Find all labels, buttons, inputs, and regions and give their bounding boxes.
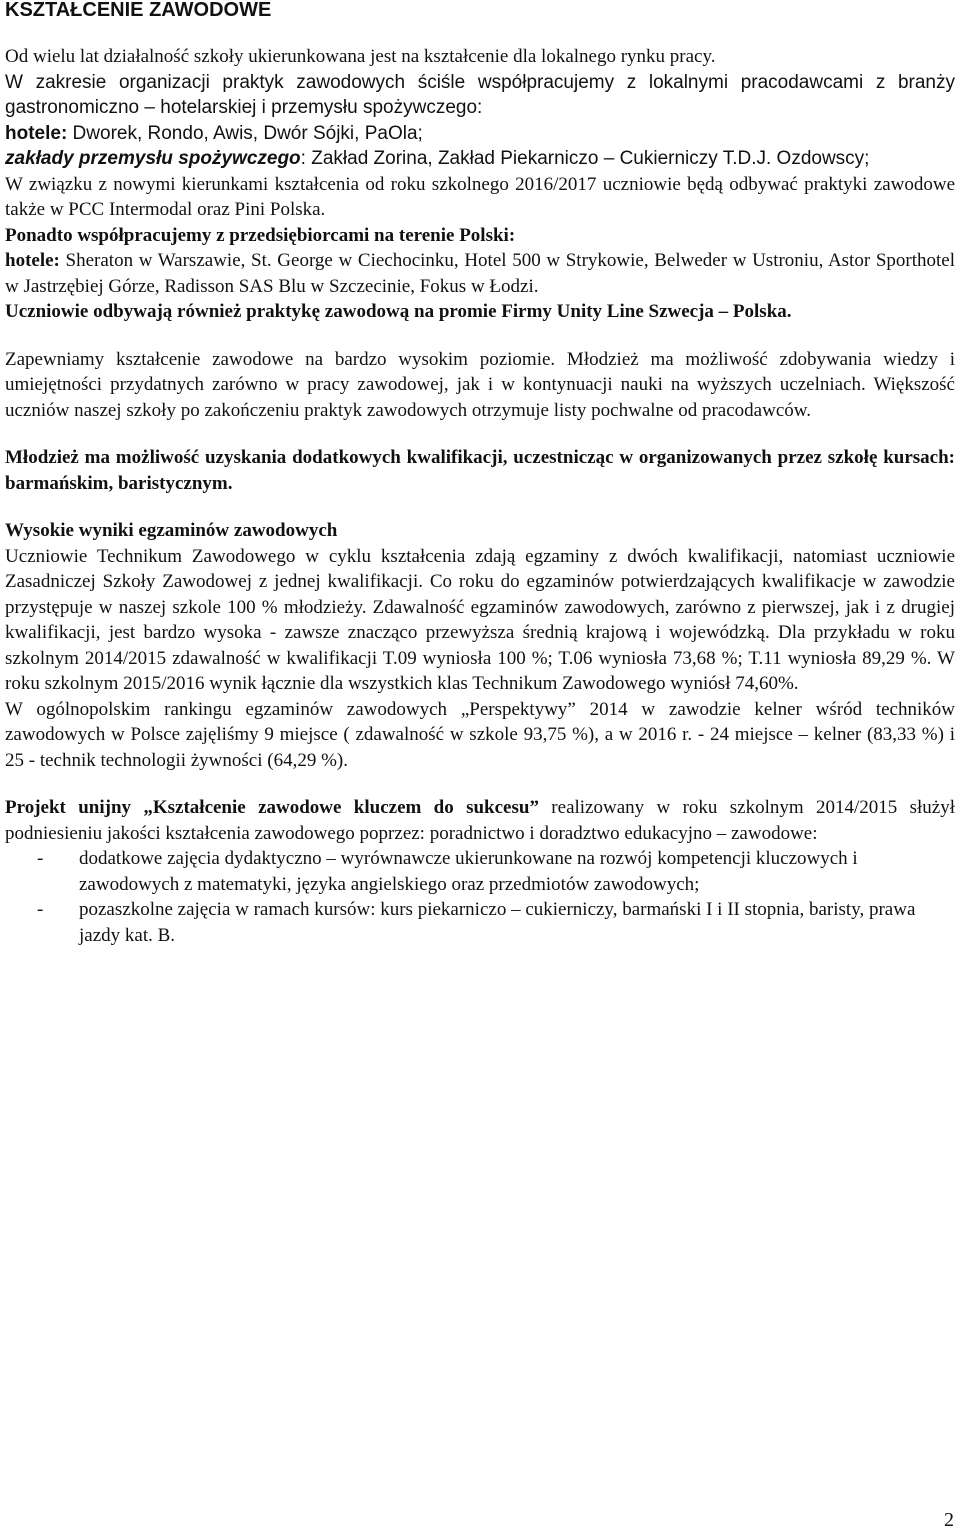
food-plants-label: zakłady przemysłu spożywczego [5, 148, 301, 169]
bullet-dash: - [37, 848, 44, 869]
project-bullet-list [5, 846, 955, 948]
project-label: Projekt unijny „Kształcenie zawodowe kluczem do sukcesu” [5, 797, 539, 818]
bullet-text: pozaszkolne zajęcia w ramach kursów: kurs piekarniczo – cukierniczy, barmański I i II stopnia, baristy, prawa jazdy kat. B. [79, 899, 916, 946]
poland-hotels-list: Sheraton w Warszawie, St. George w Ciechocinku, Hotel 500 w Strykowie, Belweder w Ustroniu, Astor Sporthotel w Jastrzębiej Górze, Radisson SAS Blu w Szczecinie, Fokus w Łodzi. [5, 250, 955, 297]
bullet-dash: - [37, 899, 44, 920]
exams-title: Wysokie wyniki egzaminów zawodowych [5, 520, 338, 541]
ferry-practice-paragraph: Uczniowie odbywają również praktykę zawodową na promie Firmy Unity Line Szwecja – Polska. [5, 301, 792, 322]
local-hotels-line [5, 121, 955, 147]
poland-hotels-label: hotele: [5, 250, 60, 271]
project-text: realizowany w roku szkolnym 2014/2015 służył podniesieniu jakości kształcenia zawodowego poprzez: poradnictwo i doradztwo edukacyjno – zawodowe: [5, 797, 955, 844]
food-plants-line [5, 146, 955, 172]
bullet-text: dodatkowe zajęcia dydaktyczno – wyrównawcze ukierunkowane na rozwój kompetencji kluczowych i zawodowych z matematyki, języka angielskiego oraz przedmiotów zawodowych; [79, 848, 858, 895]
new-directions-paragraph: W związku z nowymi kierunkami kształcenia od roku szkolnego 2016/2017 uczniowie będą odbywać praktyki zawodowe także w PCC Intermodal oraz Pini Polska. [5, 173, 955, 220]
list-item [5, 897, 955, 948]
list-item [5, 846, 955, 897]
page-number: 2 [944, 1508, 954, 1531]
local-hotels-label: hotele: [5, 122, 68, 144]
exams-paragraph-1: Uczniowie Technikum Zawodowego w cyklu kształcenia zdają egzaminy z dwóch kwalifikacji, natomiast uczniowie Zasadniczej Szkoły Zawodowej z jednej kwalifikacji. Co roku do egzaminów potwierdzających kwalifikacje w zawodzie przystępuje w naszej szkole 100 % młodzieży. Zdawalność egzaminów zawodowych, zarówno z pierwszej, jak i z drugiej kwalifikacji, jest bardzo wysoka - zawsze znacząco przewyższa średnią krajową i wojewódzką. Dla przykładu w roku szkolnym 2014/2015 zdawalność w kwalifikacji T.09 wyniosła 100 %; T.06 wyniosła 73,68 %; T.11 wyniosła 89,29 %. W roku szkolnym 2015/2016 wynik łącznie dla wszystkich klas Technikum Zawodowego wyniósł 74,60%. [5, 545, 955, 694]
project-paragraph [5, 795, 955, 846]
intro-paragraph-1: Od wielu lat działalność szkoły ukierunkowana jest na kształcenie dla lokalnego rynku pracy. [5, 46, 716, 67]
section-heading: KSZTAŁCENIE ZAWODOWE [5, 0, 272, 21]
extra-qualifications-paragraph: Młodzież ma możliwość uzyskania dodatkowych kwalifikacji, uczestnicząc w organizowanych przez szkołę kursach: barmańskim, baristycznym. [5, 447, 955, 494]
poland-hotels-paragraph [5, 248, 955, 299]
intro-paragraph-2: W zakresie organizacji praktyk zawodowych ściśle współpracujemy z lokalnymi pracodawcami z branży gastronomiczno – hotelarskiej i przemysłu spożywczego: [5, 71, 955, 118]
spacer [5, 325, 955, 347]
spacer [5, 496, 955, 518]
spacer [5, 423, 955, 445]
exams-paragraph-2: W ogólnopolskim rankingu egzaminów zawodowych „Perspektywy” 2014 w zawodzie kelner wśród techników zawodowych w Polsce zajęliśmy 9 miejsce ( zdawalność w szkole 93,75 %), a w 2016 r. - 24 miejsce – kelner (83,33 %) i 25 - technik technologii żywności (64,29 %). [5, 698, 955, 771]
food-plants-list: : Zakład Zorina, Zakład Piekarniczo – Cukierniczy T.D.J. Ozdowscy; [300, 148, 870, 169]
page-content [5, 0, 955, 948]
poland-cooperation-line: Ponadto współpracujemy z przedsiębiorcami na terenie Polski: [5, 224, 516, 246]
local-hotels-list: Dworek, Rondo, Awis, Dwór Sójki, PaOla; [67, 122, 423, 144]
quality-paragraph: Zapewniamy kształcenie zawodowe na bardzo wysokim poziomie. Młodzież ma możliwość zdobywania wiedzy i umiejętności przydatnych zarówno w pracy zawodowej, jak i w kontynuacji nauki na wyższych uczelniach. Większość uczniów naszej szkoły po zakończeniu praktyk zawodowych otrzymuje listy pochwalne od pracodawców. [5, 348, 955, 421]
spacer [5, 773, 955, 795]
